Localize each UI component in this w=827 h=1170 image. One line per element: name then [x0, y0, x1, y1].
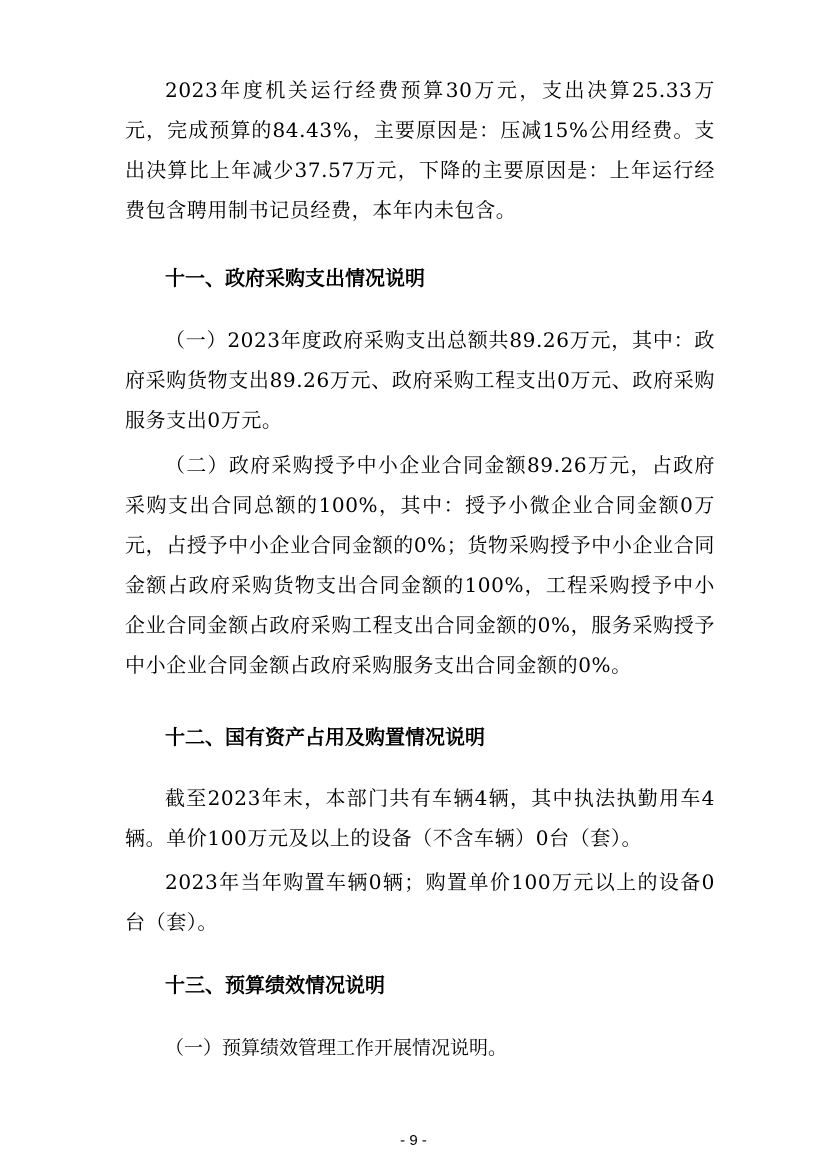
- section-heading-13: 十三、预算绩效情况说明: [165, 973, 385, 997]
- page-number: - 9 -: [400, 1132, 427, 1149]
- section-heading-11: 十一、政府采购支出情况说明: [165, 266, 425, 290]
- subsection-heading-performance: （一）预算绩效管理工作开展情况说明。: [165, 1037, 508, 1059]
- paragraph-operating-expenses: 2023年度机关运行经费预算30万元，支出决算25.33万元，完成预算的84.43%，主要原因是：压减15%公用经费。支出决算比上年减少37.57万元，下降的主要原因是：上年运行经费包含聘用制书记员经费，本年内未包含。: [125, 78, 715, 222]
- paragraph-vehicles: 截至2023年末，本部门共有车辆4辆，其中执法执勤用车4辆。单价100万元及以上的设备（不含车辆）0台（套）。: [125, 786, 715, 850]
- paragraph-procurement-sme: （二）政府采购授予中小企业合同金额89.26万元，占政府采购支出合同总额的100%，其中：授予小微企业合同金额0万元，占授予中小企业合同金额的0%；货物采购授予中小企业合同金额占政府采购货物支出合同金额的100%，工程采购授予中小企业合同金额占政府采购工程支出合同金额的0%，服务采购授予中小企业合同金额占政府采购服务支出合同金额的0%。: [125, 453, 715, 677]
- section-heading-12: 十二、国有资产占用及购置情况说明: [165, 725, 485, 749]
- paragraph-procurement-total: （一）2023年度政府采购支出总额共89.26万元，其中：政府采购货物支出89.26万元、政府采购工程支出0万元、政府采购服务支出0万元。: [125, 328, 715, 432]
- paragraph-purchases: 2023年当年购置车辆0辆；购置单价100万元以上的设备0台（套）。: [125, 870, 715, 934]
